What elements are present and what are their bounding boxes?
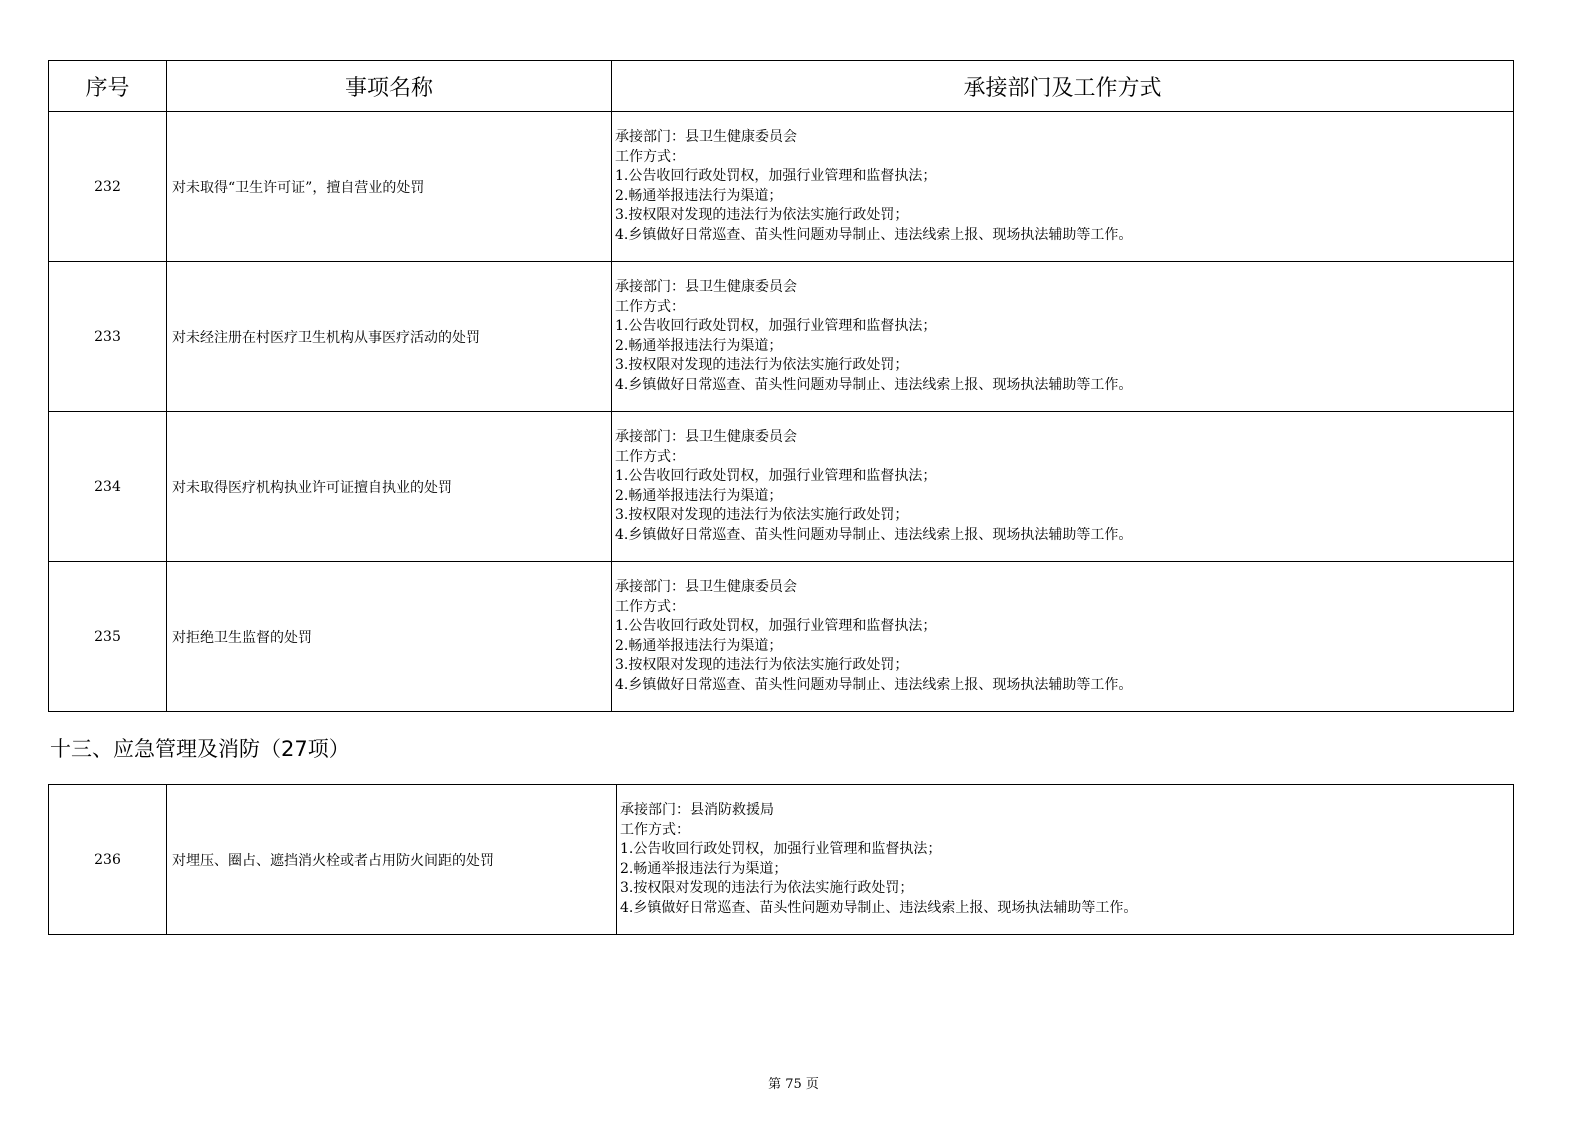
method-line: 工作方式：: [615, 598, 685, 615]
method-step: 4.乡镇做好日常巡查、苗头性问题劝导制止、违法线索上报、现场执法辅助等工作。: [615, 226, 1133, 243]
method-step: 2.畅通举报违法行为渠道；: [615, 337, 783, 354]
dept-line: 承接部门：县卫生健康委员会: [615, 279, 797, 295]
method-step: 1.公告收回行政处罚权，加强行业管理和监督执法；: [615, 168, 937, 184]
method-step: 3.按权限对发现的违法行为依法实施行政处罚；: [615, 207, 909, 223]
method-step: 2.畅通举报违法行为渠道；: [620, 860, 788, 877]
method-step: 4.乡镇做好日常巡查、苗头性问题劝导制止、违法线索上报、现场执法辅助等工作。: [620, 899, 1138, 916]
section-title: 十三、应急管理及消防（27项）: [50, 737, 350, 761]
table-row: [49, 262, 1514, 412]
method-step: 1.公告收回行政处罚权，加强行业管理和监督执法；: [615, 618, 937, 634]
method-line: 工作方式：: [615, 298, 685, 315]
dept-line: 承接部门：县卫生健康委员会: [615, 129, 797, 145]
method-line: 工作方式：: [620, 821, 690, 838]
table-row: [49, 112, 1514, 262]
items-table-section: [48, 784, 1514, 935]
method-step: 1.公告收回行政处罚权，加强行业管理和监督执法；: [615, 468, 937, 484]
table-row: [49, 412, 1514, 562]
row-item-name: 对未经注册在村医疗卫生机构从事医疗活动的处罚: [167, 262, 612, 412]
method-step: 3.按权限对发现的违法行为依法实施行政处罚；: [615, 357, 909, 373]
row-item-name: 对拒绝卫生监督的处罚: [167, 562, 612, 712]
row-item-name: 对埋压、圈占、遮挡消火栓或者占用防火间距的处罚: [167, 785, 617, 935]
row-number: 234: [49, 412, 167, 562]
method-step: 1.公告收回行政处罚权，加强行业管理和监督执法；: [620, 841, 942, 857]
page-number: 第 75 页: [768, 1077, 819, 1092]
row-dept-method: [612, 562, 1514, 712]
method-line: 工作方式：: [615, 448, 685, 465]
items-table: [48, 60, 1514, 712]
dept-line: 承接部门：县卫生健康委员会: [615, 579, 797, 595]
row-number: 232: [49, 112, 167, 262]
row-number: 235: [49, 562, 167, 712]
method-step: 4.乡镇做好日常巡查、苗头性问题劝导制止、违法线索上报、现场执法辅助等工作。: [615, 676, 1133, 693]
col-dept-header: 承接部门及工作方式: [612, 61, 1514, 112]
dept-line: 承接部门：县消防救援局: [620, 802, 774, 818]
row-dept-method: [612, 412, 1514, 562]
method-line: 工作方式：: [615, 148, 685, 165]
method-step: 2.畅通举报违法行为渠道；: [615, 637, 783, 654]
row-item-name: 对未取得“卫生许可证”，擅自营业的处罚: [167, 112, 612, 262]
method-step: 3.按权限对发现的违法行为依法实施行政处罚；: [615, 657, 909, 673]
row-number: 233: [49, 262, 167, 412]
col-item-header: 事项名称: [167, 61, 612, 112]
method-step: 4.乡镇做好日常巡查、苗头性问题劝导制止、违法线索上报、现场执法辅助等工作。: [615, 526, 1133, 543]
method-step: 2.畅通举报违法行为渠道；: [615, 187, 783, 204]
row-dept-method: [612, 112, 1514, 262]
method-step: 3.按权限对发现的违法行为依法实施行政处罚；: [615, 507, 909, 523]
method-step: 3.按权限对发现的违法行为依法实施行政处罚；: [620, 880, 914, 896]
row-item-name: 对未取得医疗机构执业许可证擅自执业的处罚: [167, 412, 612, 562]
dept-line: 承接部门：县卫生健康委员会: [615, 429, 797, 445]
table-row: [49, 562, 1514, 712]
row-dept-method: [617, 785, 1514, 935]
method-step: 4.乡镇做好日常巡查、苗头性问题劝导制止、违法线索上报、现场执法辅助等工作。: [615, 376, 1133, 393]
row-number: 236: [49, 785, 167, 935]
method-step: 2.畅通举报违法行为渠道；: [615, 487, 783, 504]
method-step: 1.公告收回行政处罚权，加强行业管理和监督执法；: [615, 318, 937, 334]
col-number-header: 序号: [49, 61, 167, 112]
table-row: [49, 785, 1514, 935]
row-dept-method: [612, 262, 1514, 412]
table-header-row: [49, 61, 1514, 112]
